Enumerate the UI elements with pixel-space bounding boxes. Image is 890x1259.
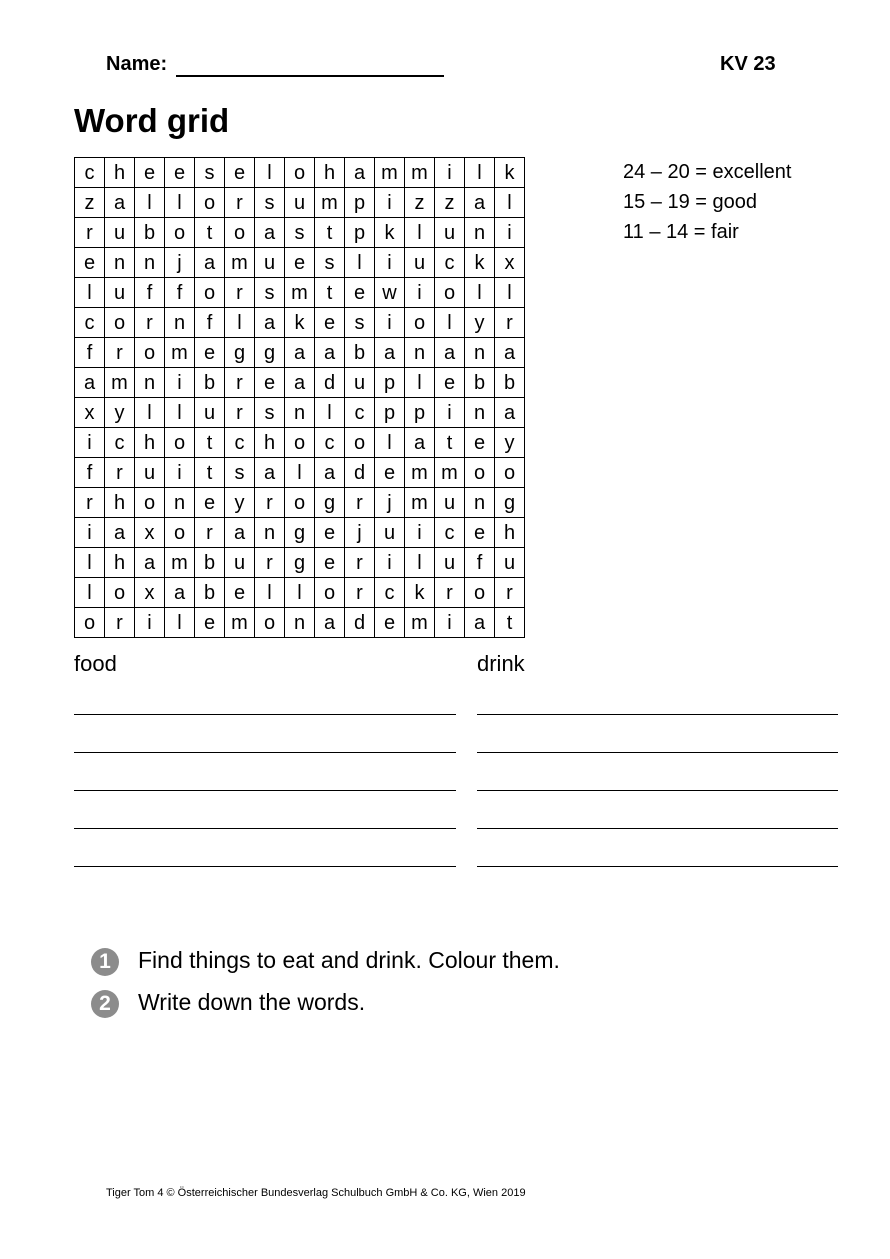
grid-cell[interactable]: l <box>75 278 105 308</box>
grid-cell[interactable]: n <box>465 488 495 518</box>
grid-cell[interactable]: z <box>75 188 105 218</box>
grid-cell[interactable]: m <box>405 608 435 638</box>
grid-cell[interactable]: k <box>285 308 315 338</box>
grid-cell[interactable]: i <box>435 398 465 428</box>
grid-cell[interactable]: l <box>465 158 495 188</box>
score-fair: 11 – 14 = fair <box>623 221 739 243</box>
grid-cell[interactable]: s <box>195 158 225 188</box>
grid-cell[interactable]: s <box>225 458 255 488</box>
grid-cell[interactable]: r <box>75 488 105 518</box>
grid-cell[interactable]: f <box>135 278 165 308</box>
grid-cell[interactable]: o <box>285 158 315 188</box>
grid-cell[interactable]: a <box>465 608 495 638</box>
food-write-line[interactable] <box>74 752 456 753</box>
grid-cell[interactable]: n <box>285 398 315 428</box>
grid-cell[interactable]: i <box>405 278 435 308</box>
grid-cell[interactable]: y <box>105 398 135 428</box>
grid-cell[interactable]: o <box>195 188 225 218</box>
grid-cell[interactable]: b <box>465 368 495 398</box>
grid-cell[interactable]: y <box>495 428 525 458</box>
grid-cell[interactable]: m <box>225 608 255 638</box>
grid-cell[interactable]: f <box>195 308 225 338</box>
grid-cell[interactable]: o <box>255 608 285 638</box>
grid-cell[interactable]: i <box>165 458 195 488</box>
task-instruction: Write down the words. <box>138 989 366 1015</box>
grid-cell[interactable]: i <box>165 368 195 398</box>
grid-cell[interactable]: g <box>315 488 345 518</box>
grid-cell[interactable]: a <box>495 338 525 368</box>
name-label: Name: <box>106 53 168 75</box>
grid-cell[interactable]: m <box>285 278 315 308</box>
grid-cell[interactable]: f <box>465 548 495 578</box>
grid-cell[interactable]: j <box>165 248 195 278</box>
grid-cell[interactable]: n <box>135 368 165 398</box>
task-instruction: Find things to eat and drink. Colour them. <box>138 947 560 973</box>
grid-cell[interactable]: a <box>285 368 315 398</box>
grid-cell[interactable]: m <box>405 158 435 188</box>
grid-row <box>75 578 525 608</box>
grid-cell[interactable]: r <box>105 458 135 488</box>
grid-cell[interactable]: m <box>315 188 345 218</box>
grid-cell[interactable]: g <box>495 488 525 518</box>
grid-cell[interactable]: m <box>405 488 435 518</box>
grid-cell[interactable]: s <box>285 218 315 248</box>
grid-cell[interactable]: i <box>405 518 435 548</box>
grid-cell[interactable]: n <box>465 218 495 248</box>
grid-cell[interactable]: r <box>345 488 375 518</box>
grid-cell[interactable]: i <box>375 188 405 218</box>
grid-cell[interactable]: u <box>195 398 225 428</box>
grid-cell[interactable]: e <box>465 518 495 548</box>
task-number-badge: 1 <box>91 948 119 976</box>
drink-write-line[interactable] <box>477 790 838 791</box>
grid-row <box>75 278 525 308</box>
grid-cell[interactable]: e <box>165 158 195 188</box>
grid-cell[interactable]: n <box>105 248 135 278</box>
grid-row <box>75 158 525 188</box>
grid-cell[interactable]: e <box>465 428 495 458</box>
grid-row <box>75 218 525 248</box>
grid-cell[interactable]: t <box>495 608 525 638</box>
grid-cell[interactable]: t <box>195 428 225 458</box>
grid-row <box>75 608 525 638</box>
grid-cell[interactable]: m <box>405 458 435 488</box>
grid-cell[interactable]: h <box>255 428 285 458</box>
grid-row <box>75 518 525 548</box>
food-write-line[interactable] <box>74 866 456 867</box>
grid-cell[interactable]: r <box>495 578 525 608</box>
grid-cell[interactable]: m <box>165 338 195 368</box>
grid-cell[interactable]: k <box>405 578 435 608</box>
grid-cell[interactable]: x <box>135 578 165 608</box>
grid-cell[interactable]: m <box>435 458 465 488</box>
grid-cell[interactable]: c <box>75 158 105 188</box>
grid-cell[interactable]: u <box>225 548 255 578</box>
grid-cell[interactable]: i <box>135 608 165 638</box>
grid-cell[interactable]: b <box>195 578 225 608</box>
grid-cell[interactable]: a <box>105 188 135 218</box>
grid-cell[interactable]: c <box>345 398 375 428</box>
grid-cell[interactable]: m <box>165 548 195 578</box>
food-write-line[interactable] <box>74 828 456 829</box>
grid-cell[interactable]: p <box>345 188 375 218</box>
grid-cell[interactable]: e <box>315 308 345 338</box>
grid-cell[interactable]: r <box>225 278 255 308</box>
grid-cell[interactable]: e <box>285 248 315 278</box>
grid-cell[interactable]: a <box>75 368 105 398</box>
grid-cell[interactable]: r <box>75 218 105 248</box>
grid-row <box>75 248 525 278</box>
grid-cell[interactable]: s <box>255 278 285 308</box>
grid-row <box>75 368 525 398</box>
grid-cell[interactable]: a <box>165 578 195 608</box>
grid-cell[interactable]: l <box>315 398 345 428</box>
grid-cell[interactable]: e <box>435 368 465 398</box>
grid-cell[interactable]: c <box>435 518 465 548</box>
grid-cell[interactable]: t <box>435 428 465 458</box>
food-write-line[interactable] <box>74 790 456 791</box>
grid-row <box>75 188 525 218</box>
grid-cell[interactable]: r <box>345 578 375 608</box>
grid-cell[interactable]: n <box>285 608 315 638</box>
grid-cell[interactable]: t <box>195 458 225 488</box>
grid-cell[interactable]: o <box>165 518 195 548</box>
grid-cell[interactable]: l <box>405 218 435 248</box>
grid-cell[interactable]: r <box>105 338 135 368</box>
grid-cell[interactable]: l <box>135 188 165 218</box>
grid-row <box>75 338 525 368</box>
grid-cell[interactable]: h <box>105 548 135 578</box>
grid-cell[interactable]: l <box>465 278 495 308</box>
grid-cell[interactable]: o <box>135 488 165 518</box>
grid-cell[interactable]: o <box>435 278 465 308</box>
grid-cell[interactable]: f <box>165 278 195 308</box>
grid-cell[interactable]: g <box>225 338 255 368</box>
grid-cell[interactable]: a <box>345 158 375 188</box>
grid-cell[interactable]: a <box>315 458 345 488</box>
grid-cell[interactable]: l <box>165 608 195 638</box>
grid-cell[interactable]: p <box>375 398 405 428</box>
grid-cell[interactable]: s <box>345 308 375 338</box>
grid-cell[interactable]: s <box>315 248 345 278</box>
grid-cell[interactable]: u <box>105 218 135 248</box>
grid-row <box>75 548 525 578</box>
grid-cell[interactable]: x <box>75 398 105 428</box>
grid-cell[interactable]: o <box>165 218 195 248</box>
grid-cell[interactable]: l <box>165 188 195 218</box>
page-title: Word grid <box>74 102 230 139</box>
grid-cell[interactable]: n <box>165 308 195 338</box>
grid-cell[interactable]: p <box>345 218 375 248</box>
grid-cell[interactable]: r <box>435 578 465 608</box>
grid-cell[interactable]: o <box>105 578 135 608</box>
grid-cell[interactable]: z <box>405 188 435 218</box>
grid-cell[interactable]: n <box>135 248 165 278</box>
grid-cell[interactable]: j <box>375 488 405 518</box>
grid-cell[interactable]: l <box>75 548 105 578</box>
grid-cell[interactable]: r <box>345 548 375 578</box>
grid-cell[interactable]: c <box>315 428 345 458</box>
grid-cell[interactable]: l <box>375 428 405 458</box>
grid-cell[interactable]: l <box>255 578 285 608</box>
drink-write-line[interactable] <box>477 866 838 867</box>
grid-row <box>75 428 525 458</box>
food-heading: food <box>74 651 117 676</box>
grid-cell[interactable]: a <box>435 338 465 368</box>
grid-cell[interactable]: o <box>225 218 255 248</box>
grid-cell[interactable]: g <box>285 548 315 578</box>
grid-cell[interactable]: g <box>285 518 315 548</box>
grid-cell[interactable]: h <box>105 158 135 188</box>
grid-cell[interactable]: c <box>375 578 405 608</box>
grid-cell[interactable]: i <box>435 158 465 188</box>
grid-cell[interactable]: o <box>315 578 345 608</box>
grid-row <box>75 458 525 488</box>
grid-cell[interactable]: i <box>495 218 525 248</box>
drink-write-line[interactable] <box>477 752 838 753</box>
grid-cell[interactable]: m <box>375 158 405 188</box>
grid-cell[interactable]: b <box>195 548 225 578</box>
grid-cell[interactable]: b <box>495 368 525 398</box>
grid-cell[interactable]: a <box>255 308 285 338</box>
grid-cell[interactable]: r <box>225 368 255 398</box>
grid-cell[interactable]: a <box>285 338 315 368</box>
grid-cell[interactable]: c <box>105 428 135 458</box>
grid-cell[interactable]: e <box>315 548 345 578</box>
grid-cell[interactable]: r <box>255 548 285 578</box>
grid-cell[interactable]: h <box>315 158 345 188</box>
grid-cell[interactable]: l <box>285 578 315 608</box>
grid-cell[interactable]: o <box>405 308 435 338</box>
score-good: 15 – 19 = good <box>623 191 758 213</box>
grid-cell[interactable]: r <box>135 308 165 338</box>
grid-cell[interactable]: n <box>255 518 285 548</box>
grid-cell[interactable]: k <box>375 218 405 248</box>
grid-cell[interactable]: c <box>75 308 105 338</box>
grid-cell[interactable]: p <box>405 398 435 428</box>
grid-cell[interactable]: e <box>255 368 285 398</box>
grid-cell[interactable]: w <box>375 278 405 308</box>
grid-cell[interactable]: u <box>345 368 375 398</box>
grid-cell[interactable]: h <box>105 488 135 518</box>
grid-cell[interactable]: m <box>105 368 135 398</box>
grid-cell[interactable]: d <box>345 608 375 638</box>
worksheet-code: KV 23 <box>720 53 776 75</box>
grid-cell[interactable]: a <box>465 188 495 218</box>
grid-cell[interactable]: a <box>105 518 135 548</box>
grid-cell[interactable]: t <box>315 218 345 248</box>
grid-cell[interactable]: u <box>435 218 465 248</box>
grid-cell[interactable]: i <box>435 608 465 638</box>
grid-cell[interactable]: o <box>465 578 495 608</box>
copyright-footer: Tiger Tom 4 © Österreichischer Bundesverlag Schulbuch GmbH & Co. KG, Wien 2019 <box>106 1187 526 1199</box>
grid-cell[interactable]: l <box>345 248 375 278</box>
grid-cell[interactable]: l <box>165 398 195 428</box>
grid-cell[interactable]: e <box>75 248 105 278</box>
grid-cell[interactable]: p <box>375 368 405 398</box>
grid-cell[interactable]: n <box>465 398 495 428</box>
grid-cell[interactable]: i <box>75 428 105 458</box>
grid-row <box>75 308 525 338</box>
grid-cell[interactable]: l <box>405 368 435 398</box>
grid-cell[interactable]: n <box>405 338 435 368</box>
grid-cell[interactable]: o <box>465 458 495 488</box>
grid-cell[interactable]: k <box>495 158 525 188</box>
grid-cell[interactable]: r <box>255 488 285 518</box>
grid-cell[interactable]: a <box>315 338 345 368</box>
grid-cell[interactable]: e <box>375 458 405 488</box>
grid-cell[interactable]: c <box>435 248 465 278</box>
grid-cell[interactable]: l <box>75 578 105 608</box>
grid-cell[interactable]: e <box>195 338 225 368</box>
grid-cell[interactable]: x <box>495 248 525 278</box>
grid-cell[interactable]: l <box>225 308 255 338</box>
word-grid <box>74 157 525 638</box>
grid-cell[interactable]: l <box>255 158 285 188</box>
grid-cell[interactable]: e <box>375 608 405 638</box>
grid-cell[interactable]: e <box>135 158 165 188</box>
grid-cell[interactable]: o <box>495 458 525 488</box>
grid-cell[interactable]: a <box>135 548 165 578</box>
drink-write-line[interactable] <box>477 828 838 829</box>
grid-cell[interactable]: l <box>405 548 435 578</box>
grid-row <box>75 488 525 518</box>
grid-cell[interactable]: a <box>255 218 285 248</box>
grid-cell[interactable]: m <box>225 248 255 278</box>
grid-cell[interactable]: e <box>315 518 345 548</box>
grid-cell[interactable]: h <box>495 518 525 548</box>
grid-cell[interactable]: r <box>225 398 255 428</box>
grid-row <box>75 398 525 428</box>
grid-cell[interactable]: a <box>495 398 525 428</box>
task-number-badge: 2 <box>91 990 119 1018</box>
grid-cell[interactable]: o <box>135 338 165 368</box>
grid-cell[interactable]: s <box>255 188 285 218</box>
grid-cell[interactable]: f <box>75 338 105 368</box>
grid-cell[interactable]: a <box>225 518 255 548</box>
grid-cell[interactable]: l <box>435 308 465 338</box>
grid-cell[interactable]: l <box>135 398 165 428</box>
score-excellent: 24 – 20 = excellent <box>623 161 792 183</box>
grid-cell[interactable]: o <box>195 278 225 308</box>
grid-cell[interactable]: e <box>345 278 375 308</box>
grid-cell[interactable]: o <box>285 428 315 458</box>
grid-cell[interactable]: b <box>135 218 165 248</box>
grid-cell[interactable]: u <box>135 458 165 488</box>
grid-cell[interactable]: a <box>255 458 285 488</box>
grid-cell[interactable]: e <box>225 158 255 188</box>
grid-cell[interactable]: u <box>375 518 405 548</box>
grid-cell[interactable]: l <box>495 188 525 218</box>
grid-cell[interactable]: a <box>195 248 225 278</box>
grid-cell[interactable]: u <box>435 548 465 578</box>
grid-cell[interactable]: t <box>195 218 225 248</box>
grid-cell[interactable]: f <box>75 458 105 488</box>
grid-cell[interactable]: e <box>195 608 225 638</box>
grid-cell[interactable]: y <box>465 308 495 338</box>
grid-cell[interactable]: o <box>285 488 315 518</box>
grid-cell[interactable]: a <box>315 608 345 638</box>
grid-cell[interactable]: d <box>315 368 345 398</box>
grid-cell[interactable]: e <box>195 488 225 518</box>
grid-cell[interactable]: s <box>255 398 285 428</box>
grid-cell[interactable]: o <box>345 428 375 458</box>
grid-cell[interactable]: t <box>315 278 345 308</box>
grid-cell[interactable]: i <box>375 248 405 278</box>
grid-cell[interactable]: h <box>135 428 165 458</box>
grid-cell[interactable]: g <box>255 338 285 368</box>
grid-cell[interactable]: k <box>465 248 495 278</box>
grid-cell[interactable]: j <box>345 518 375 548</box>
grid-cell[interactable]: i <box>375 548 405 578</box>
drink-heading: drink <box>477 651 525 676</box>
grid-cell[interactable]: n <box>165 488 195 518</box>
grid-cell[interactable]: r <box>195 518 225 548</box>
grid-cell[interactable]: y <box>225 488 255 518</box>
grid-cell[interactable]: u <box>495 548 525 578</box>
grid-cell[interactable]: u <box>285 188 315 218</box>
grid-cell[interactable]: n <box>465 338 495 368</box>
grid-cell[interactable]: r <box>225 188 255 218</box>
grid-cell[interactable]: b <box>195 368 225 398</box>
grid-cell[interactable]: u <box>105 278 135 308</box>
grid-cell[interactable]: o <box>75 608 105 638</box>
grid-cell[interactable]: d <box>345 458 375 488</box>
grid-cell[interactable]: i <box>375 308 405 338</box>
grid-cell[interactable]: l <box>495 278 525 308</box>
grid-cell[interactable]: o <box>105 308 135 338</box>
grid-cell[interactable]: r <box>495 308 525 338</box>
grid-cell[interactable]: c <box>225 428 255 458</box>
name-write-line[interactable] <box>176 75 444 77</box>
grid-cell[interactable]: x <box>135 518 165 548</box>
grid-cell[interactable]: a <box>405 428 435 458</box>
drink-write-line[interactable] <box>477 714 838 715</box>
grid-cell[interactable]: l <box>285 458 315 488</box>
grid-cell[interactable]: i <box>75 518 105 548</box>
grid-cell[interactable]: r <box>105 608 135 638</box>
grid-cell[interactable]: o <box>165 428 195 458</box>
grid-cell[interactable]: b <box>345 338 375 368</box>
food-write-line[interactable] <box>74 714 456 715</box>
grid-cell[interactable]: u <box>255 248 285 278</box>
grid-cell[interactable]: u <box>435 488 465 518</box>
grid-cell[interactable]: z <box>435 188 465 218</box>
grid-cell[interactable]: a <box>375 338 405 368</box>
grid-cell[interactable]: u <box>405 248 435 278</box>
grid-cell[interactable]: e <box>225 578 255 608</box>
